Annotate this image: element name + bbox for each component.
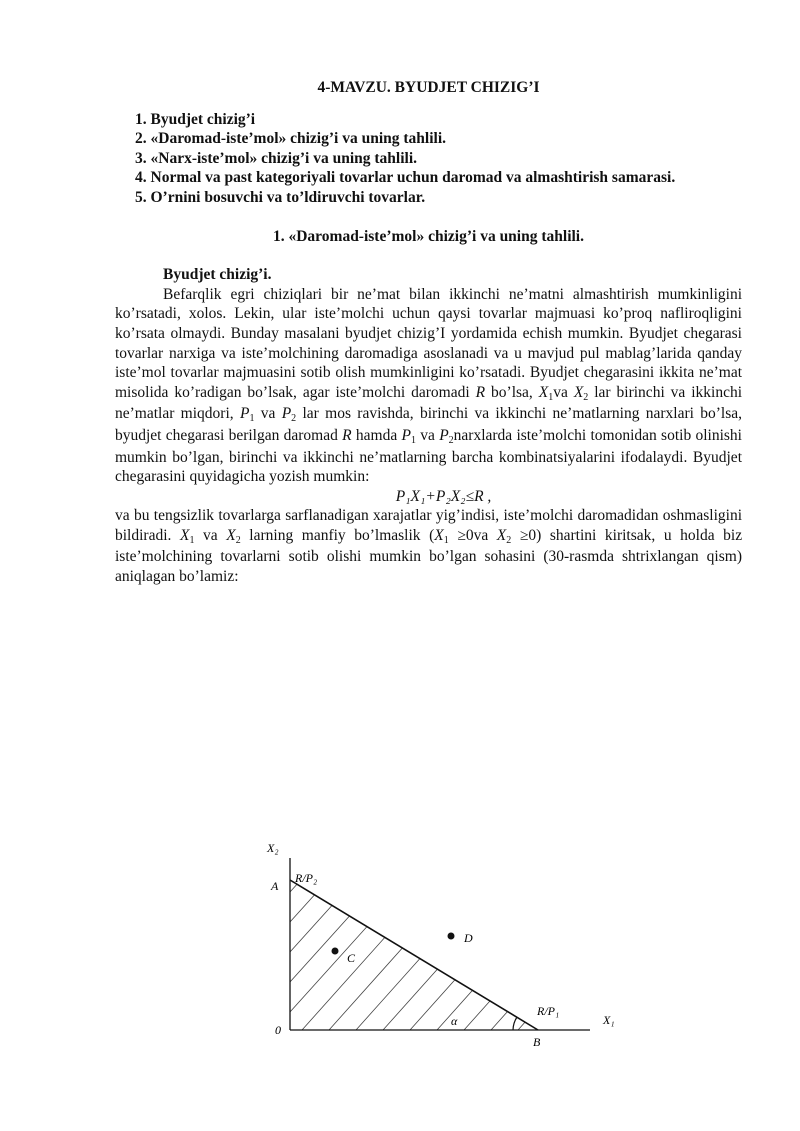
point-a-label: A — [271, 879, 279, 893]
intercept-y-label: R/P₂ — [295, 871, 318, 885]
point-b-label: B — [533, 1035, 541, 1049]
section-title: 1. «Daromad-iste’mol» chizig’i va uning tahlili. — [272, 227, 584, 245]
toc-item-1: 1. Byudjet chizig’i — [135, 110, 256, 128]
paragraph-2: va bu tengsizlik tovarlarga sarflanadigan xarajatlar yig’indisi, iste’molchi daromadidan oshmasligini bildiradi. X1 va X2 larning manfiy bo’lmaslik (X1 ≥0va X2 ≥0) shartini kiritsak, u holda biz iste’molchining tovarlarni sotib olishi mumkin bo’lgan sohasini (30-rasmda shtrixlangan qism) aniqlagan bo’lamiz: — [115, 507, 743, 586]
intercept-x-label: R/P₁ — [537, 1004, 560, 1018]
subheading: Byudjet chizig’i. — [163, 266, 272, 284]
toc-item-5: 5. O’rnini bosuvchi va to’ldiruvchi tovarlar. — [135, 188, 426, 206]
budget-line — [290, 880, 538, 1030]
budget-formula: P₁X₁+P₂X₂≤R , — [395, 487, 492, 505]
x-axis-label: X₁ — [603, 1013, 615, 1027]
point-c-marker — [332, 948, 339, 955]
page-title: 4-MAVZU. BYUDJET CHIZIG’I — [317, 79, 540, 96]
y-axis-label: X₂ — [267, 841, 279, 855]
budget-line-diagram — [255, 830, 635, 1060]
point-d-marker — [448, 933, 455, 940]
angle-label: α — [451, 1014, 458, 1028]
toc-item-2: 2. «Daromad-iste’mol» chizig’i va uning tahlili. — [135, 130, 447, 148]
document-page — [115, 78, 742, 587]
hatched-region — [290, 850, 635, 1030]
angle-arc — [513, 1017, 517, 1030]
point-c-label: C — [347, 951, 356, 965]
origin-label: 0 — [275, 1023, 281, 1037]
point-d-label: D — [464, 931, 473, 945]
paragraph-1: Befarqlik egri chiziqlari bir ne’mat bilan ikkinchi ne’matni almashtirish mumkinligini ko’rsatadi, xolos. Lekin, ular iste’molchi uchun qaysi tovarlar majmuasi ko’proq nafliroqligini ko’rsata olmaydi. Bunday masalani byudjet chizig’I yordamida echish mumkin. Byudjet chegarasi tovarlar narxiga va iste’molchining daromadiga asoslanadi va u mavjud pul mablag’larida qanday iste’mol tovarlar majmuasini sotib olish mumkinligini ko’rsatadi. Byudjet chegarasini ikkita ne’mat misolida ko’radigan bo’lsak, agar iste’molchi daromadi R bo’lsa, X1va X2 lar birinchi va ikkinchi ne’matlar miqdori, P1 va P2 lar mos ravishda, birinchi va ikkinchi ne’matlarning narxlari bo’lsa, byudjet chegarasi berilgan daromad R hamda P1 va P2narxlarda iste’molchi tomonidan sotib olinishi mumkin bo’lgan, birinchi va ikkinchi ne’matlarning barcha kombinatsiyalarini ifodalaydi. Byudjet chegarasini quyidagicha yozish mumkin: — [115, 285, 743, 486]
toc-item-4: 4. Normal va past kategoriyali tovarlar uchun daromad va almashtirish samarasi. — [135, 169, 676, 187]
toc-item-3: 3. «Narx-iste’mol» chizig’i va uning tahlili. — [135, 149, 418, 167]
